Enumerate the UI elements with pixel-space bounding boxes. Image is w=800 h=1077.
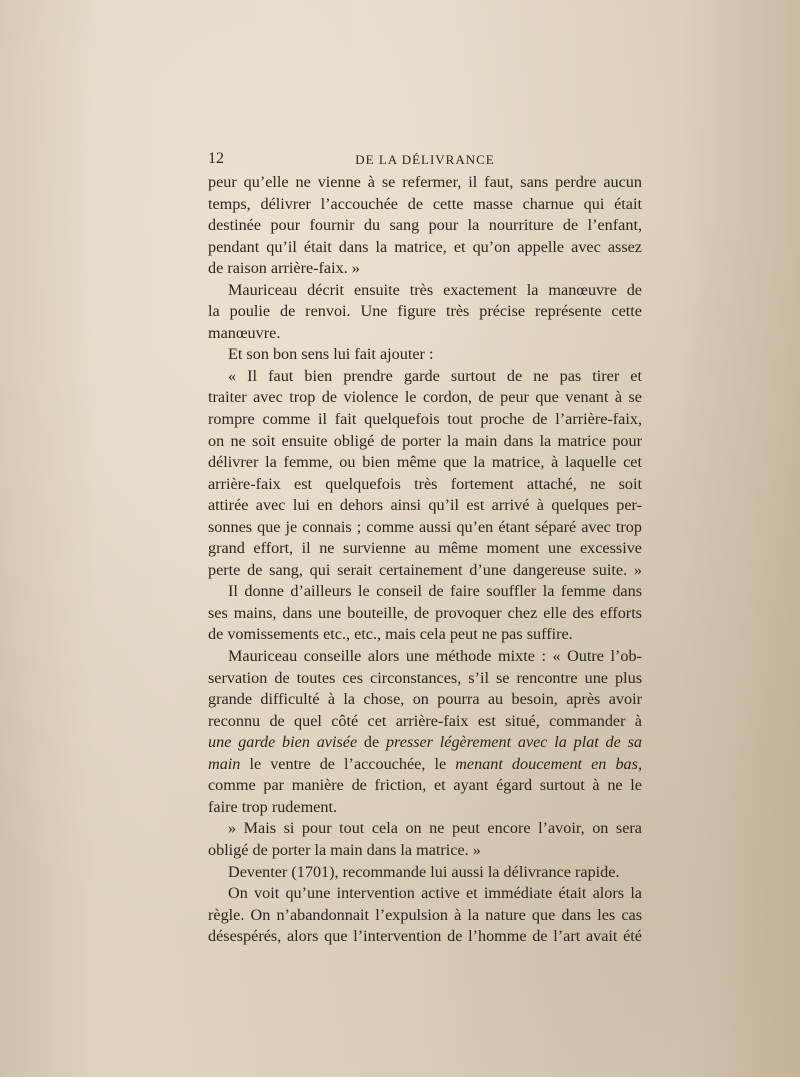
- running-title: DE LA DÉLIVRANCE: [355, 152, 495, 167]
- text-line: désespérés, alors que l’intervention de l’homme de l’art avait été: [208, 927, 642, 946]
- page-number: 12: [208, 150, 224, 167]
- text-line: destinée pour fournir du sang pour la nourriture de l’enfant,: [208, 216, 642, 235]
- text-line: on ne soit ensuite obligé de porter la main dans la matrice pour: [208, 431, 642, 450]
- text-line: la poulie de renvoi. Une figure très précise représente cette: [208, 302, 642, 321]
- text-line: Mauriceau décrit ensuite très exactement la manœuvre de: [228, 280, 642, 299]
- text-line: faire trop rudement.: [208, 797, 337, 816]
- text-line: Mauriceau conseille alors une méthode mixte : « Outre l’ob-: [228, 647, 642, 666]
- text-line: comme par manière de friction, et ayant égard surtout à ne le: [208, 776, 642, 795]
- italic-text: main: [208, 754, 241, 773]
- text-line: de vomissements etc., etc., mais cela peut ne pas suffire.: [208, 625, 573, 644]
- italic-text: presser légèrement avec la plat de sa: [385, 733, 642, 752]
- text-line: grand effort, il ne survienne au même moment une excessive: [208, 539, 642, 558]
- text-line: perte de sang, qui serait certainement d’une dangereuse suite. »: [208, 560, 642, 579]
- page-header: [208, 150, 642, 170]
- text-line: rompre comme il fait quelquefois tout proche de l’arrière-faix,: [208, 410, 642, 429]
- body-text: [208, 172, 642, 948]
- text-line: arrière-faix est quelquefois très fortement attaché, ne soit: [208, 474, 642, 493]
- text-span: de: [357, 733, 386, 752]
- text-line: [208, 754, 642, 776]
- text-line: On voit qu’une intervention active et immédiate était alors la: [228, 884, 642, 903]
- text-line: traiter avec trop de violence le cordon, de peur que venant à se: [208, 388, 642, 407]
- text-line: grande difficulté à la chose, on pourra au besoin, après avoir: [208, 690, 642, 709]
- italic-text: une garde bien avisée: [208, 733, 358, 752]
- text-line: peur qu’elle ne vienne à se refermer, il faut, sans perdre aucun: [208, 173, 642, 191]
- text-line: attirée avec lui en dehors ainsi qu’il est arrivé à quelques per-: [208, 496, 642, 515]
- text-line: » Mais si pour tout cela on ne peut encore l’avoir, on sera: [228, 819, 642, 838]
- text-line: temps, délivrer l’accouchée de cette masse charnue qui était: [208, 194, 642, 213]
- text-line: « Il faut bien prendre garde surtout de ne pas tirer et: [228, 366, 642, 385]
- text-line: délivrer la femme, ou bien même que la matrice, à laquelle cet: [208, 453, 642, 472]
- text-line: ses mains, dans une bouteille, de provoquer chez elle des efforts: [208, 603, 642, 622]
- text-line: pendant qu’il était dans la matrice, et qu’on appelle avec assez: [208, 237, 642, 256]
- text-line: servation de toutes ces circonstances, s’il se rencontre une plus: [208, 668, 642, 687]
- text-line: manœuvre.: [208, 323, 281, 342]
- text-line: [208, 732, 642, 754]
- text-line: obligé de porter la main dans la matrice. »: [208, 840, 481, 859]
- text-line: Et son bon sens lui fait ajouter :: [228, 345, 434, 364]
- italic-text: menant doucement en bas,: [455, 754, 642, 773]
- text-span: le ventre de l’accouchée, le: [240, 754, 456, 773]
- text-line: sonnes que je connais ; comme aussi qu’en étant séparé avec trop: [208, 517, 642, 536]
- text-line: règle. On n’abandonnait l’expulsion à la nature que dans les cas: [208, 905, 642, 924]
- text-line: de raison arrière-faix. »: [208, 259, 360, 278]
- text-line: reconnu de quel côté cet arrière-faix est situé, commander à: [208, 711, 642, 730]
- text-line: Il donne d’ailleurs le conseil de faire souffler la femme dans: [228, 582, 642, 601]
- text-line: Deventer (1701), recommande lui aussi la délivrance rapide.: [228, 862, 620, 881]
